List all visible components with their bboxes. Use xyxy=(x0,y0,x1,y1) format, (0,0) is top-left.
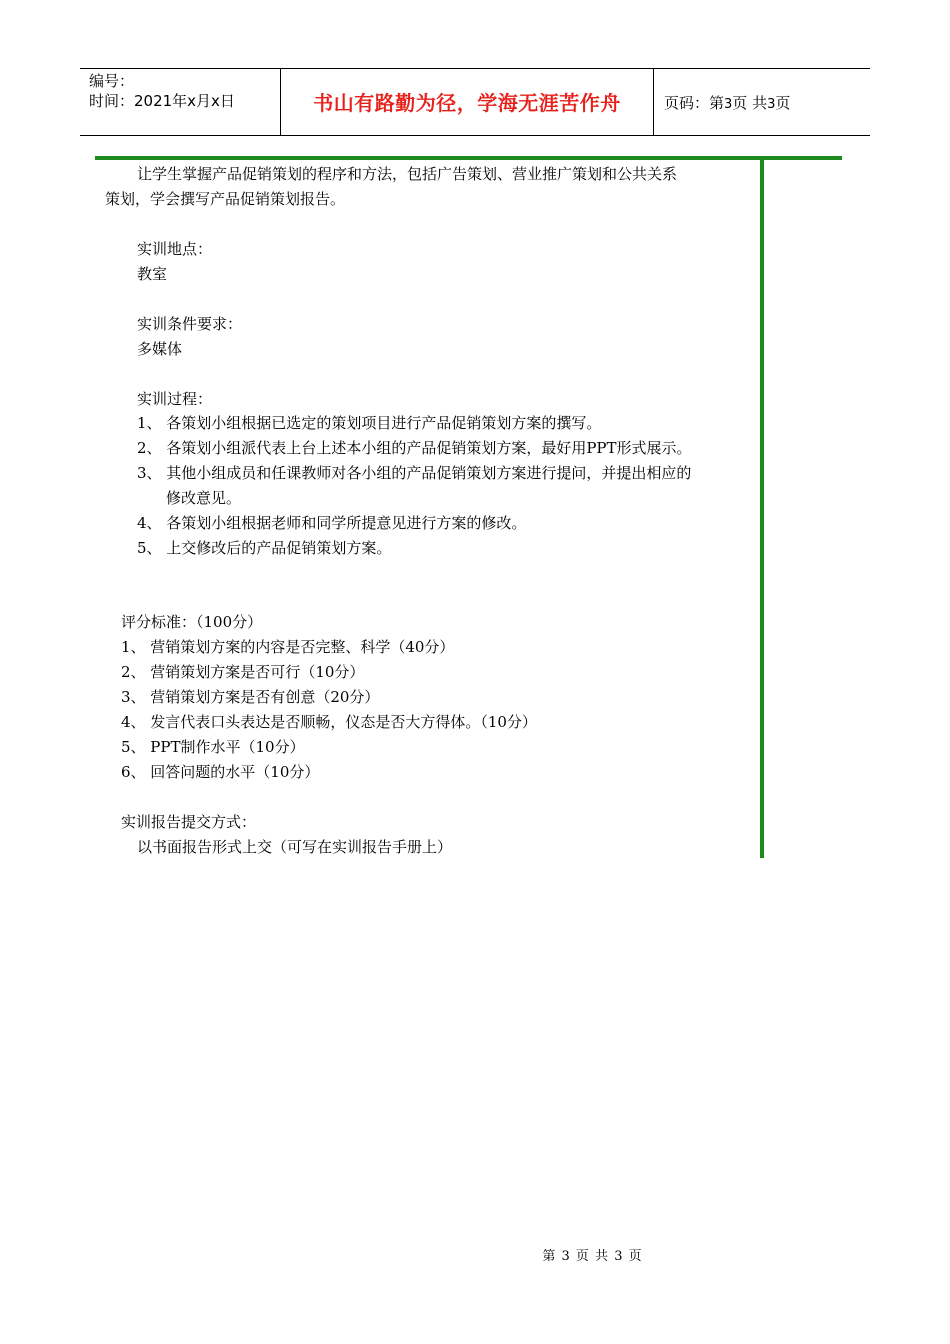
scoring-heading: 评分标准：（100分） xyxy=(121,613,263,631)
process-item: 3、 其他小组成员和任课教师对各小组的产品促销策划方案进行提问，并提出相应的 xyxy=(137,464,692,482)
intro-line-2: 策划，学会撰写产品促销策划报告。 xyxy=(105,190,346,208)
header-motto: 书山有路勤为径，学海无涯苦作舟 xyxy=(281,69,654,135)
header-page-number xyxy=(654,69,870,135)
process-item: 1、 各策划小组根据已选定的策划项目进行产品促销策划方案的撰写。 xyxy=(137,414,602,432)
intro-line-1: 让学生掌握产品促销策划的程序和方法，包括广告策划、营业推广策划和公共关系 xyxy=(137,165,678,183)
scoring-item: 6、 回答问题的水平（10分） xyxy=(121,763,320,781)
page-prefix: 页码：第 xyxy=(664,94,725,112)
serial-number-label: 编号： xyxy=(89,72,135,90)
location-value: 教室 xyxy=(137,265,168,283)
green-vertical-rule xyxy=(760,158,764,858)
process-item: 5、 上交修改后的产品促销策划方案。 xyxy=(137,539,392,557)
submission-value: 以书面报告形式上交（可写在实训报告手册上） xyxy=(137,838,453,856)
page-footer: 第 3 页 共 3 页 xyxy=(542,1249,643,1264)
submission-heading: 实训报告提交方式： xyxy=(121,813,257,831)
date-label: 时间：2021年x月x日 xyxy=(89,92,235,110)
page-current: 3 xyxy=(724,97,733,112)
conditions-heading: 实训条件要求： xyxy=(137,315,243,333)
header-meta xyxy=(80,69,281,135)
scoring-item: 2、 营销策划方案是否可行（10分） xyxy=(121,663,365,681)
process-heading: 实训过程： xyxy=(137,390,213,408)
page-mid: 页 共 xyxy=(732,94,768,112)
process-item-continued: 修改意见。 xyxy=(166,489,242,507)
green-horizontal-rule xyxy=(95,156,842,160)
document-header xyxy=(80,68,870,136)
page-suffix: 页 xyxy=(775,94,791,112)
scoring-item: 4、 发言代表口头表达是否顺畅，仪态是否大方得体。（10分） xyxy=(121,713,537,731)
location-heading: 实训地点： xyxy=(137,240,213,258)
process-item: 2、 各策划小组派代表上台上述本小组的产品促销策划方案，最好用PPT形式展示。 xyxy=(137,439,692,457)
conditions-value: 多媒体 xyxy=(137,340,183,358)
scoring-item: 5、 PPT制作水平（10分） xyxy=(121,738,305,756)
scoring-item: 1、 营销策划方案的内容是否完整、科学（40分） xyxy=(121,638,455,656)
scoring-item: 3、 营销策划方案是否有创意（20分） xyxy=(121,688,380,706)
page-total: 3 xyxy=(767,97,776,112)
process-item: 4、 各策划小组根据老师和同学所提意见进行方案的修改。 xyxy=(137,514,527,532)
